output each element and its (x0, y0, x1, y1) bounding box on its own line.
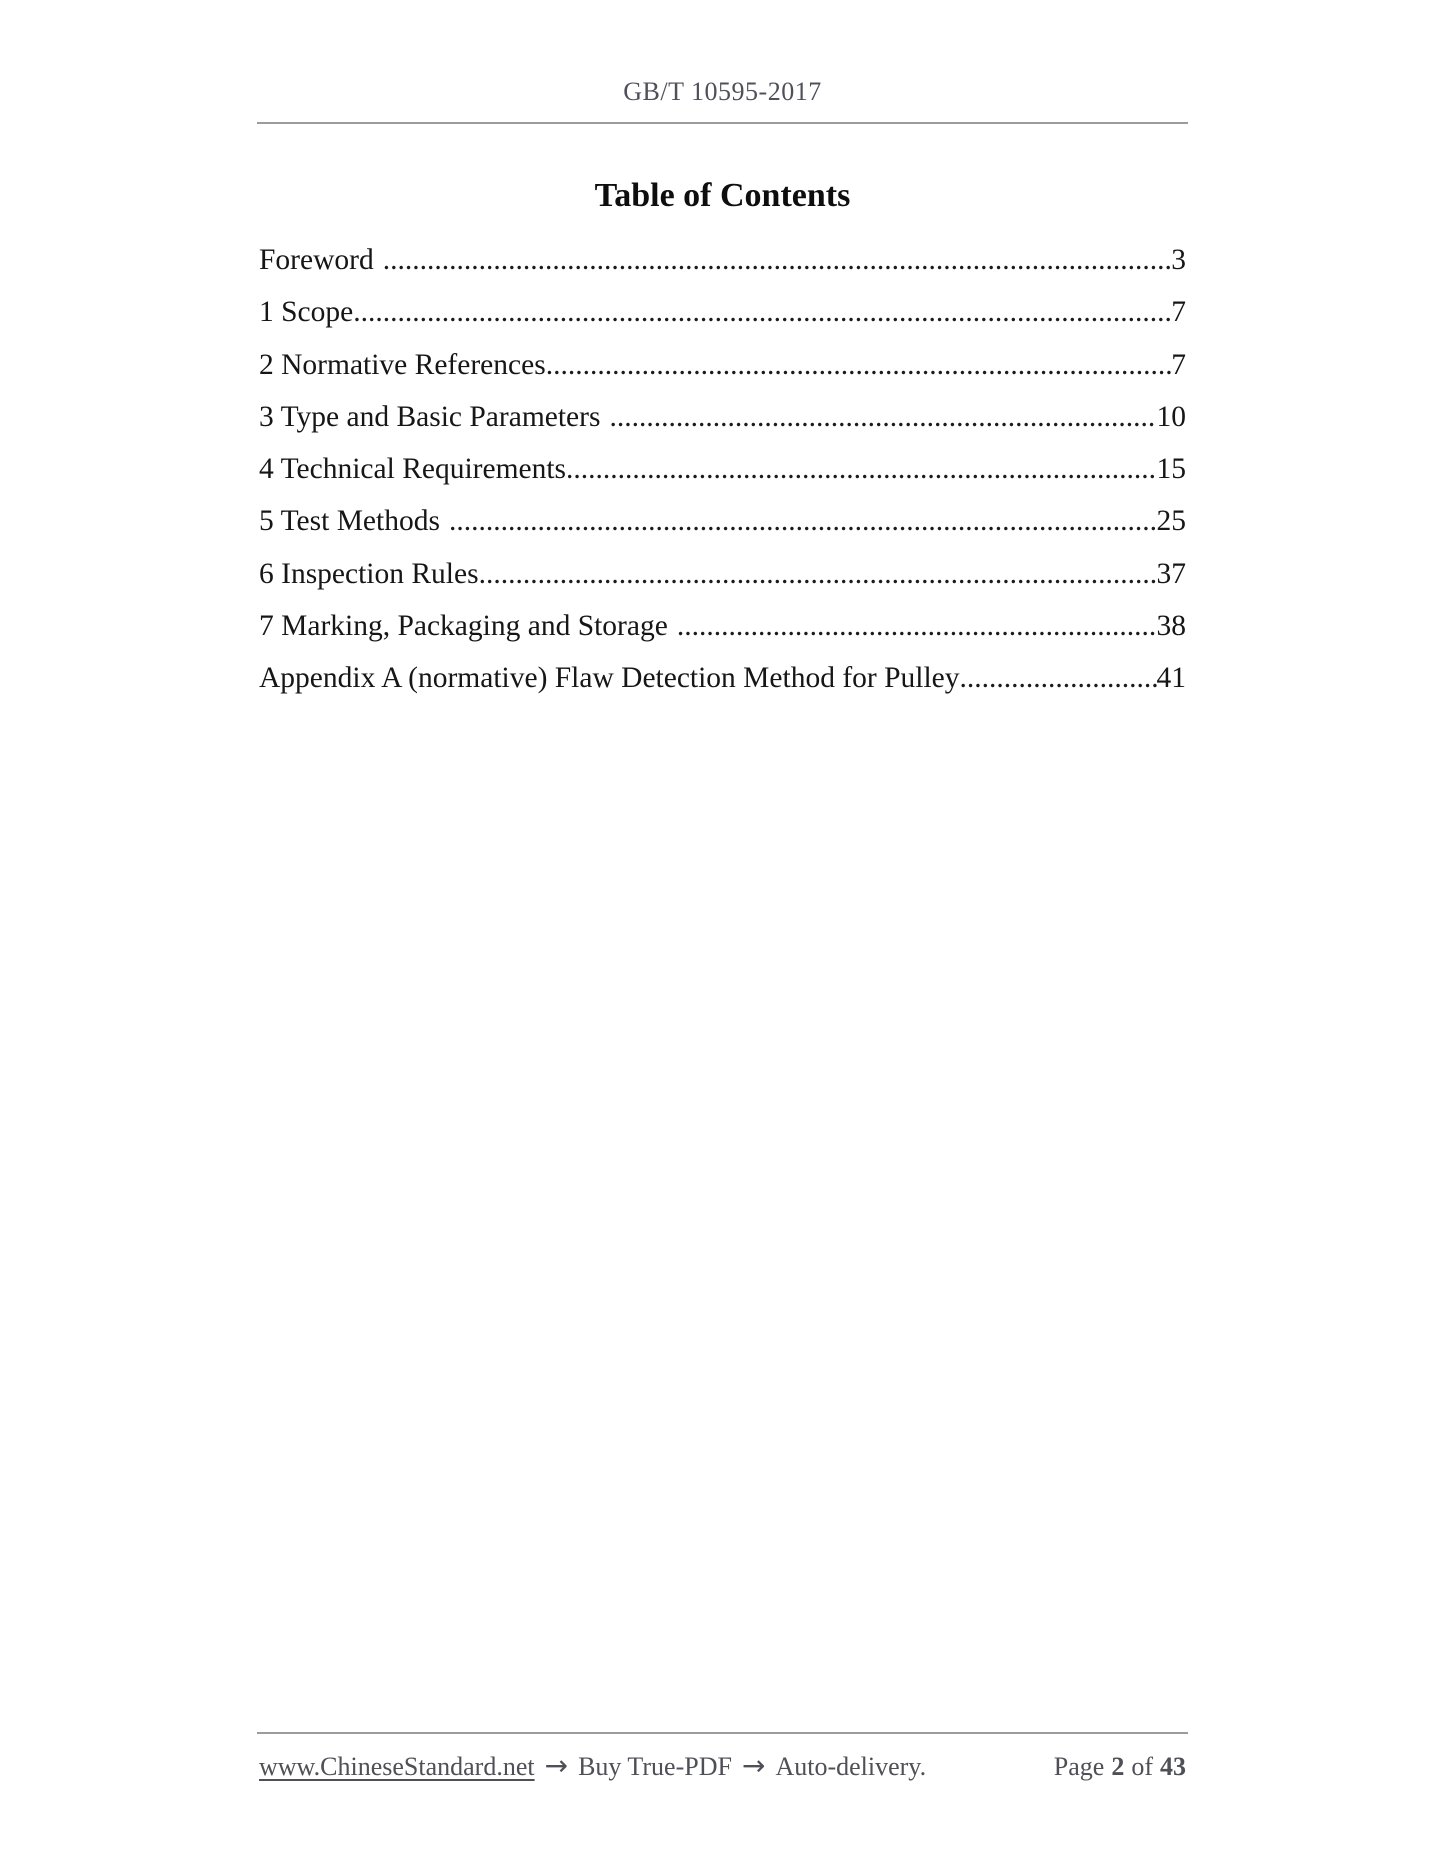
right-arrow-icon: → (741, 1749, 766, 1782)
toc-entry-page: 15 (1156, 453, 1186, 486)
toc-entry (259, 548, 1186, 600)
footer-left (259, 1749, 926, 1782)
header-divider (257, 122, 1188, 124)
toc-entry (259, 600, 1186, 652)
current-page-number: 2 (1111, 1752, 1125, 1781)
right-arrow-icon: → (544, 1749, 569, 1782)
dot-leader (374, 234, 1172, 286)
page-label: Page (1053, 1752, 1105, 1781)
toc-entry (259, 234, 1186, 286)
dot-leader (546, 339, 1172, 391)
dot-leader (960, 652, 1157, 704)
toc-entry-page: 7 (1171, 348, 1186, 381)
website-link[interactable]: www.ChineseStandard.net (259, 1752, 535, 1781)
of-label: of (1131, 1752, 1153, 1781)
toc-entry-label: 3 Type and Basic Parameters (259, 400, 601, 433)
toc-entry-page: 3 (1171, 244, 1186, 276)
page-title: Table of Contents (594, 177, 851, 214)
toc-entry-label: 6 Inspection Rules (259, 557, 479, 590)
toc-entry-label: 5 Test Methods (259, 505, 440, 538)
dot-leader (600, 391, 1156, 443)
dot-leader (440, 495, 1157, 547)
toc-entry (259, 652, 1186, 704)
page-indicator (1054, 1752, 1186, 1782)
footer-divider (257, 1732, 1188, 1734)
toc-entry-page: 37 (1156, 557, 1186, 590)
buy-true-pdf-text: Buy True-PDF (578, 1752, 732, 1781)
toc-entry-page: 25 (1156, 505, 1186, 538)
dot-leader (479, 548, 1157, 600)
toc-entry-label: 2 Normative References (259, 348, 546, 381)
toc-entry (259, 391, 1186, 443)
toc-entry-label: Appendix A (normative) Flaw Detection Method for Pulley (259, 662, 960, 695)
toc-entry-label: 7 Marking, Packaging and Storage (259, 610, 668, 643)
toc-entry (259, 286, 1186, 338)
dot-leader (353, 286, 1171, 338)
toc-entry-page: 38 (1156, 610, 1186, 643)
dot-leader (566, 443, 1156, 495)
toc-entry-page: 10 (1156, 400, 1186, 433)
toc-entry-label: 4 Technical Requirements (259, 453, 567, 486)
toc-entry-page: 7 (1171, 296, 1186, 329)
toc-entry (259, 339, 1186, 391)
toc-entry (259, 443, 1186, 495)
auto-delivery-text: Auto-delivery. (775, 1752, 927, 1781)
document-number-header: GB/T 10595-2017 (623, 77, 822, 106)
toc-entry (259, 495, 1186, 547)
toc-entry-page: 41 (1156, 662, 1186, 695)
dot-leader (668, 600, 1157, 652)
total-page-number: 43 (1160, 1752, 1186, 1781)
page-footer (259, 1749, 1186, 1782)
table-of-contents (259, 234, 1186, 705)
toc-entry-label: 1 Scope (259, 296, 354, 329)
toc-entry-label: Foreword (259, 244, 374, 276)
